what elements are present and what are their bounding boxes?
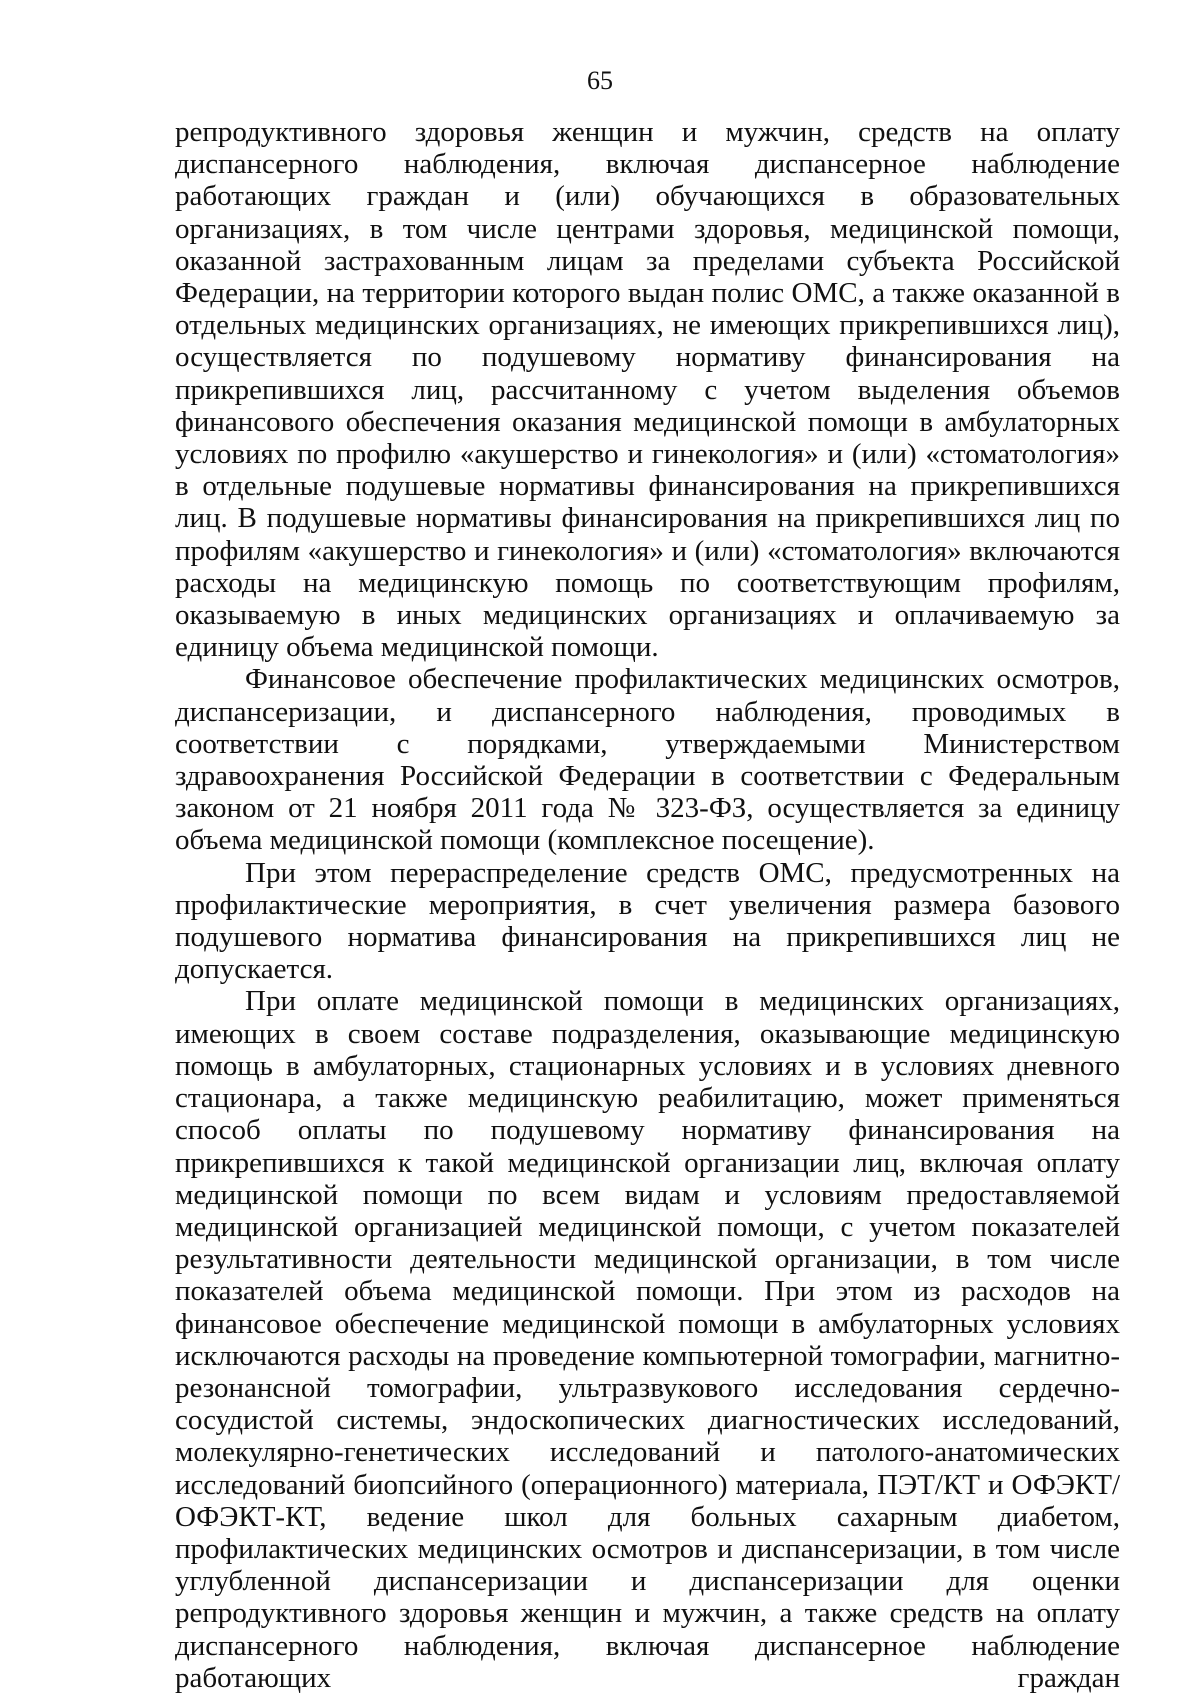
document-body — [175, 116, 1120, 1694]
paragraph-payment-method: При оплате медицинской помощи в медицинских организациях, имеющих в своем составе подразделения, оказывающие медицинскую помощь в амбулаторных, стационарных условиях и в условиях дневного стационара, а также медицинскую реабилитацию, может применяться способ оплаты по подушевому нормативу финансирования на прикрепившихся к такой медицинской организации лиц, включая оплату медицинской помощи по всем видам и условиям предоставляемой медицинской организацией медицинской помощи, с учетом показателей результативности деятельности медицинской организации, в том числе показателей объема медицинской помощи. При этом из расходов на финансовое обеспечение медицинской помощи в амбулаторных условиях исключаются расходы на проведение компьютерной томографии, магнитно-резонансной томографии, ультразвукового исследования сердечно-сосудистой системы, эндоскопических диагностических исследований, молекулярно-генетических исследований и патолого-анатомических исследований биопсийного (операционного) материала, ПЭТ/КТ и ОФЭКТ/ОФЭКТ-КТ, ведение школ для больных сахарным диабетом, профилактических медицинских осмотров и диспансеризации, в том числе углубленной диспансеризации и диспансеризации для оценки репродуктивного здоровья женщин и мужчин, а также средств на оплату диспансерного наблюдения, включая диспансерное наблюдение работающих граждан — [175, 985, 1120, 1694]
paragraph-continuation: репродуктивного здоровья женщин и мужчин, средств на оплату диспансерного наблюдения, включая диспансерное наблюдение работающих граждан и (или) обучающихся в образовательных организациях, в том числе центрами здоровья, медицинской помощи, оказанной застрахованным лицам за пределами субъекта Российской Федерации, на территории которого выдан полис ОМС, а также оказанной в отдельных медицинских организациях, не имеющих прикрепившихся лиц), осуществляется по подушевому нормативу финансирования на прикрепившихся лиц, рассчитанному с учетом выделения объемов финансового обеспечения оказания медицинской помощи в амбулаторных условиях по профилю «акушерство и гинекология» и (или) «стоматология» в отдельные подушевые нормативы финансирования на прикрепившихся лиц. В подушевые нормативы финансирования на прикрепившихся лиц по профилям «акушерство и гинекология» и (или) «стоматология» включаются расходы на медицинскую помощь по соответствующим профилям, оказываемую в иных медицинских организациях и оплачиваемую за единицу объема медицинской помощи. — [175, 116, 1120, 664]
paragraph-redistribution: При этом перераспределение средств ОМС, предусмотренных на профилактические мероприятия, в счет увеличения размера базового подушевого норматива финансирования на прикрепившихся лиц не допускается. — [175, 856, 1120, 986]
page-number: 65 — [587, 66, 613, 95]
paragraph-financing-preventive: Финансовое обеспечение профилактических медицинских осмотров, диспансеризации, и диспансерного наблюдения, проводимых в соответствии с порядками, утверждаемыми Министерством здравоохранения Российской Федерации в соответствии с Федеральным законом от 21 ноября 2011 года № 323-ФЗ, осуществляется за единицу объема медицинской помощи (комплексное посещение). — [175, 663, 1120, 857]
